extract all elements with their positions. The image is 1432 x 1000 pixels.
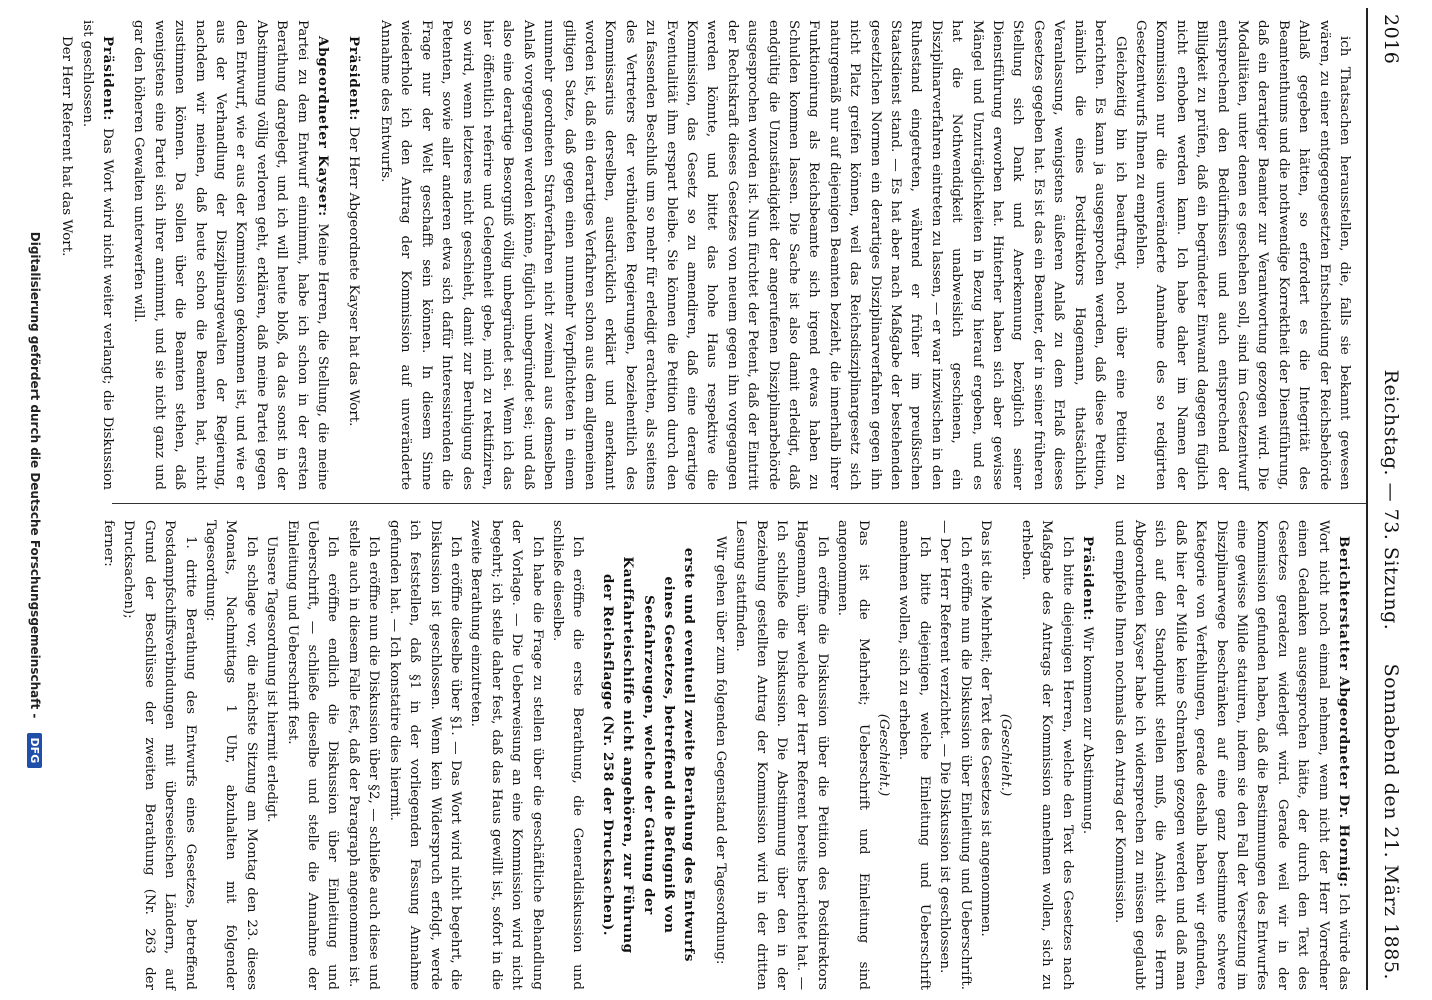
paragraph: 1. dritte Berathung des Entwurfs eines Gesetzes, betreffend Postdampfschiffsverbindungen mit überseeischen Ländern, auf Grund der Beschlüsse der zweiten Berathung (Nr. 263 der Drucksachen); xyxy=(121,520,198,990)
paragraph-gap xyxy=(118,20,128,490)
paragraph: Ich schlage vor, die nächste Sitzung am Montag den 23. dieses Monats, Nachmittags 1 Uhr, abzuhalten mit folgender Tagesordnung: xyxy=(203,520,259,990)
president-remark xyxy=(1077,520,1098,990)
speech-text: Das Wort wird nicht weiter verlangt; die Diskussion ist geschlossen. xyxy=(79,20,116,490)
paragraph-gap xyxy=(1098,520,1108,990)
header-rule xyxy=(1366,8,1368,990)
paragraph: Ich bitte diejenigen Herren, welche den Text des Gesetzes nach Maßgabe des Antrags der Kommission annehmen wollen, sich zu erheben. xyxy=(1018,520,1075,990)
speaker-name: Präsident: xyxy=(346,36,363,127)
paragraph: Wir gehen über zum folgenden Gegenstand der Tagesordnung: xyxy=(712,536,728,965)
running-title: Reichstag. — 73. Sitzung. xyxy=(1380,369,1402,631)
digitization-text: Digitalisierung gefördert durch die Deutsche Forschungsgemeinschaft - xyxy=(28,231,42,719)
dfg-logo: DFG xyxy=(27,733,42,769)
page-header xyxy=(1366,0,1402,1000)
paragraph: Das ist die Mehrheit; der Text des Gesetzes ist angenommen. xyxy=(978,520,994,937)
paragraph: ich Thatsachen herausstellen, die, falls sie bekannt gewesen wären, zu einer entgegengesetzten Entscheidung der Reichsbehörde Anlaß gegeben hätten, so erfordert es die Integrität des Beamtenthums und die nothwendige Korrektheit der Dienstführung, daß ein derartiger Beamter zur Verantwortung gezogen wird. Die Modalitäten, unter denen es geschehen soll, sind im Gesetzentwurf entsprechend den Bedürfnissen und auch entsprechend der Billigkeit zu prüfen, daß ein begründeter Einwand dagegen füglich nicht erhoben werden kann. Ich habe daher im Namen der Kommission nur die unveränderte Annahme des so redigirten Gesetzentwurfs Ihnen zu empfehlen. xyxy=(1132,20,1352,490)
paragraph: Unsere Tagesordnung ist hiermit erledigt. xyxy=(264,536,280,823)
speech-text: Ich würde das Wort nicht noch einmal nehmen, wenn nicht der Herr Vorredner einen Gedanken ausgesprochen hätte, der durch den Text des Gesetzes geradezu widerlegt wird. Gerade weil wir in der Kommission gefunden haben, daß die Bestimmungen des Entwurfes eine gewisse Milde statuiren, indem sie den Fall der Versetzung im Disziplinarwege beschränken auf eine ganz bestimmte schwere Kategorie von Verfehlungen, gerade deshalb haben wir gefunden, daß hier der Milde keine Schranken gezogen werden und daß man sich auf den Standpunkt stellen muß, die Ansicht des Herrn Abgeordneten Kayser habe ich widersprechen zu müssen geglaubt und empfehle Ihnen nochmals den Antrag der Kommission. xyxy=(1111,520,1351,990)
paragraph: Ich eröffne dieselbe über §1. — Das Wort wird nicht begehrt, die Diskussion ist geschlossen. Wenn kein Widerspruch erfolgt, werde ich feststellen, daß §1 in der vorliegenden Fassung Annahme gefunden hat. — Ich konstatire dies hiermit. xyxy=(386,520,463,990)
paragraph-gap xyxy=(365,20,375,490)
paragraph-gap xyxy=(587,520,597,990)
speaker-name: Präsident: xyxy=(100,36,117,129)
president-remark xyxy=(76,20,118,490)
paragraph: Der Herr Referent hat das Wort. xyxy=(59,36,75,257)
paragraph: Ich habe die Frage zu stellen über die geschäftliche Behandlung der Vorlage. — Die Ueberweisung an eine Kommission wird nicht begehrt; ich stelle daher fest, daß das Haus gewillt ist, sofort in die zweite Berathung einzutreten. xyxy=(468,520,545,990)
speaker-name: Abgeordneter Kayser: xyxy=(315,36,332,224)
left-column xyxy=(56,20,1354,490)
paragraph: Ich eröffne die Diskussion über die Petition des Postdirektors Hagemann, über welche der Herr Referent bereits berichtet hat. — Ich schließe die Diskussion. Die Abstimmung über den in der Beziehung gestellten Antrag der Kommission wird in der dritten Lesung stattfinden. xyxy=(733,520,830,990)
paragraph-gap xyxy=(333,20,343,490)
paragraph: Das ist die Mehrheit; Ueberschrift und Einleitung sind angenommen. xyxy=(835,520,871,990)
right-column xyxy=(98,520,1354,990)
paragraph: ferner: xyxy=(101,520,117,567)
paragraph: Ich eröffne nun die Diskussion über §2, — schließe auch diese und stelle auch in diesem Falle fest, daß der Paragraph angenommen ist. xyxy=(345,520,382,990)
column-divider xyxy=(112,503,1366,504)
paragraph: Ich eröffne endlich die Diskussion über Einleitung und Ueberschrift, — schließe dieselbe und stelle die Annahme der Einleitung und Ueberschrift fest. xyxy=(284,520,341,990)
stage-direction: (Geschieht.) xyxy=(876,713,892,797)
speech-text: Wir kommen zur Abstimmung. xyxy=(1080,626,1096,835)
page-number: 2016 xyxy=(1380,14,1402,65)
paragraph-gap xyxy=(699,520,709,990)
speaker-name: Berichterstatter Abgeordneter Dr. Hornig: xyxy=(1336,536,1352,894)
speech-text: Meine Herren, die Stellung, die meine Partei zu dem Entwurf einnimmt, habe ich schon in der ersten Berathung dargelegt, und ich will heute bloß, da das sonst in der Abstimmung völlig verloren geht, erklären, daß meine Partei gegen den Entwurf, wie er aus der Kommission gekommen ist, und wie er aus der Verhandlung der Disziplinargewalten der Regierung, nachdem wir meinen, daß heute schon die Beamten hat, nicht zustimmen können. Da sollen über die Beamten stehen, daß wenigstens eine Partei sich ihrer annimmt, und sie nicht ganz und gar den höheren Gewalten unterwerfen will. xyxy=(131,20,331,490)
stage-direction: (Geschieht.) xyxy=(998,713,1014,797)
digitization-credit xyxy=(18,0,42,1000)
paragraph: Ich eröffne die erste Berathung, die Generaldiskussion und schließe dieselbe. xyxy=(549,520,586,990)
speech-text: Der Herr Abgeordnete Kayser hat das Wort. xyxy=(346,126,362,427)
speaker-name: Präsident: xyxy=(1080,536,1097,627)
speaker-remark xyxy=(128,20,333,490)
paragraph: Ich eröffne nun die Diskussion über Einleitung und Ueberschrift. — Der Herr Referent verzichtet. — Die Diskussion ist geschlossen. xyxy=(937,520,973,990)
president-remark xyxy=(343,20,364,490)
speaker-remark xyxy=(1108,520,1354,990)
paragraph: Ich bitte diejenigen, welche Einleitung und Ueberschrift annehmen wollen, sich zu erheben. xyxy=(896,520,932,990)
agenda-item-title: erste und eventuell zweite Berathung des Entwurfs eines Gesetzes, betreffend die Befugniß von Seefahrzeugen, welche der Gattung der Kauffahrteischiffe nicht angehören, zur Führung der Reichsflagge (Nr. 258 der Drucksachen). xyxy=(599,547,698,963)
session-date: Sonnabend den 21. März 1885. xyxy=(1380,663,1402,980)
paragraph: Gleichzeitig bin ich beauftragt, noch über eine Petition zu berichten. Es kann ja ausgesprochen werden, daß diese Petition, nämlich die eines Postdirektors Hagemann, thatsächlich Veranlassung, wenigstens äußeren Anlaß zu dem Erlaß dieses Gesetzes gegeben hat. Es ist das ein Beamter, der in seiner früheren Stellung sich Dank und Anerkennung bezüglich seiner Dienstführung erworben hat. Hinterher haben sich aber gewisse Mängel und Unzuträglichkeiten in Bezug hierauf ergeben, und es hat die Nothwendigkeit unabweislich geschienen, ein Disziplinarverfahren eintreten zu lassen, — er war inzwischen in den Ruhestand eingetreten, während er früher im preußischen Staatsdienst stand. — Es hat aber nach Maßgabe der bestehenden gesetzlichen Normen ein derartiges Disziplinarverfahren gegen ihn nicht Platz greifen können, weil das Reichsdisziplinargesetz sich naturgemäß nur auf diejenigen Beamten bezieht, die innerhalb ihrer Funktionirung als Reichsbeamte sich irgend etwas haben zu Schulden kommen lassen. Die Sache ist also damit erledigt, daß endgültig die Unzuständigkeit der angerufenen Disziplinarbehörde ausgesprochen worden ist. Nun fürchtet der Petent, daß der Eintritt der Rechtskraft dieses Gesetzes von neuem gegen ihn vorgegangen werden könnte, und bittet das hohe Haus respektive die Kommission, das Gesetz so zu amendiren, daß eine derartige Eventualität ihm erspart bleibe. Sie können die Petition durch den zu fassenden Beschluß um so mehr für erledigt erachten, als seitens des Vertreters der verbündeten Regierungen, beziehentlich des Kommissarius derselben, ausdrücklich erklärt und anerkannt worden ist, daß ein derartiges Verfahren schon aus dem allgemeinen giltigen Satze, daß gegen einen nunmehr Verpflichteten in einem nunmehr geordneten Strafverfahren nicht zweimal aus demselben Anlaß vorgegangen werden könne, füglich unbegründet sei; und daß also eine derartige Besorgniß völlig unbegründet sei. Wenn ich das hier öffentlich referire und Gelegenheit gebe, mich zu rektifiziren, so wird, wenn letzteres nicht geschieht, damit zur Beruhigung des Petenten, sowie aller anderen etwa sich dafür Interessirenden die Frage nur der Welt geschafft sein können. In diesem Sinne wiederhole ich den Antrag der Kommission auf unveränderte Annahme des Entwurfs. xyxy=(377,20,1128,490)
